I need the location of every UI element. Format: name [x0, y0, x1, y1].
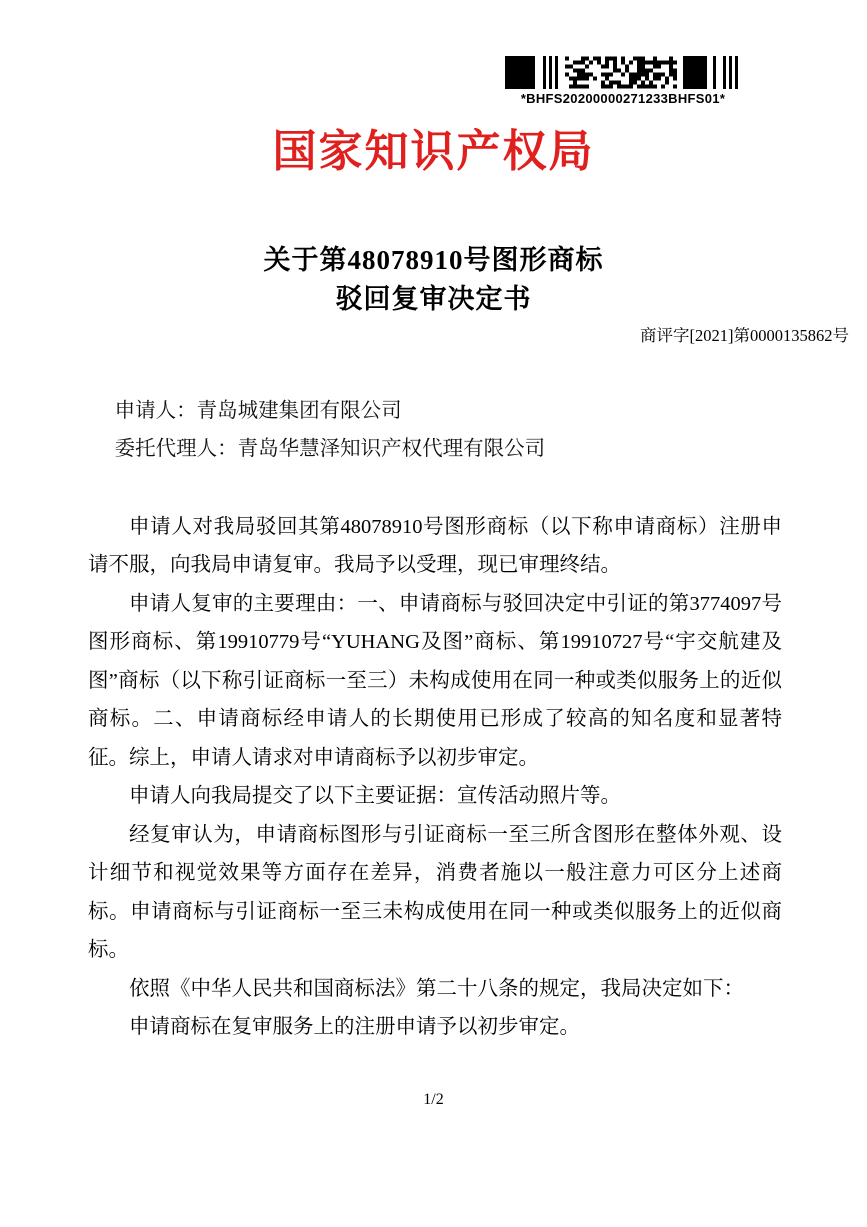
applicant-line: 申请人：青岛城建集团有限公司 [114, 399, 402, 422]
body-paragraph: 申请人对我局驳回其第48078910号图形商标（以下称申请商标）注册申请不服，向我局申请复审。我局予以受理，现已审理终结。 [88, 515, 782, 577]
barcode-text: *BHFS20200000271233BHFS01* [520, 91, 726, 106]
agency-title: 国家知识产权局 [272, 127, 595, 176]
body-paragraph: 经复审认为，申请商标图形与引证商标一至三所含图形在整体外观、设计细节和视觉效果等方面存在差异，消费者施以一般注意力可区分上述商标。申请商标与引证商标一至三未构成使用在同一种或类似服务上的近似商标。 [88, 823, 782, 962]
body-paragraph: 申请人向我局提交了以下主要证据：宣传活动照片等。 [129, 785, 621, 808]
agent-line: 委托代理人：青岛华慧泽知识产权代理有限公司 [114, 437, 546, 460]
barcode-image [505, 56, 741, 89]
document-title [0, 241, 867, 319]
document-title-line1: 关于第48078910号图形商标 [263, 244, 604, 275]
barcode [505, 56, 741, 106]
document-title-line2: 驳回复审决定书 [335, 283, 532, 314]
party-block [0, 392, 867, 468]
body-paragraph: 依照《中华人民共和国商标法》第二十八条的规定，我局决定如下： [129, 977, 744, 1000]
reference-number: 商评字[2021]第0000135862号 [640, 325, 849, 345]
body-paragraph: 申请商标在复审服务上的注册申请予以初步审定。 [129, 1016, 580, 1039]
body-paragraphs [0, 508, 867, 1047]
page-number: 1/2 [423, 1091, 444, 1108]
body-paragraph: 申请人复审的主要理由：一、申请商标与驳回决定中引证的第3774097号图形商标、第19910779号“YUHANG及图”商标、第19910727号“宇交航建及图”商标（以下称引证商标一至三）未构成使用在同一种或类似服务上的近似商标。二、申请商标经申请人的长期使用已形成了较高的知名度和显著特征。综上，申请人请求对申请商标予以初步审定。 [88, 592, 782, 769]
